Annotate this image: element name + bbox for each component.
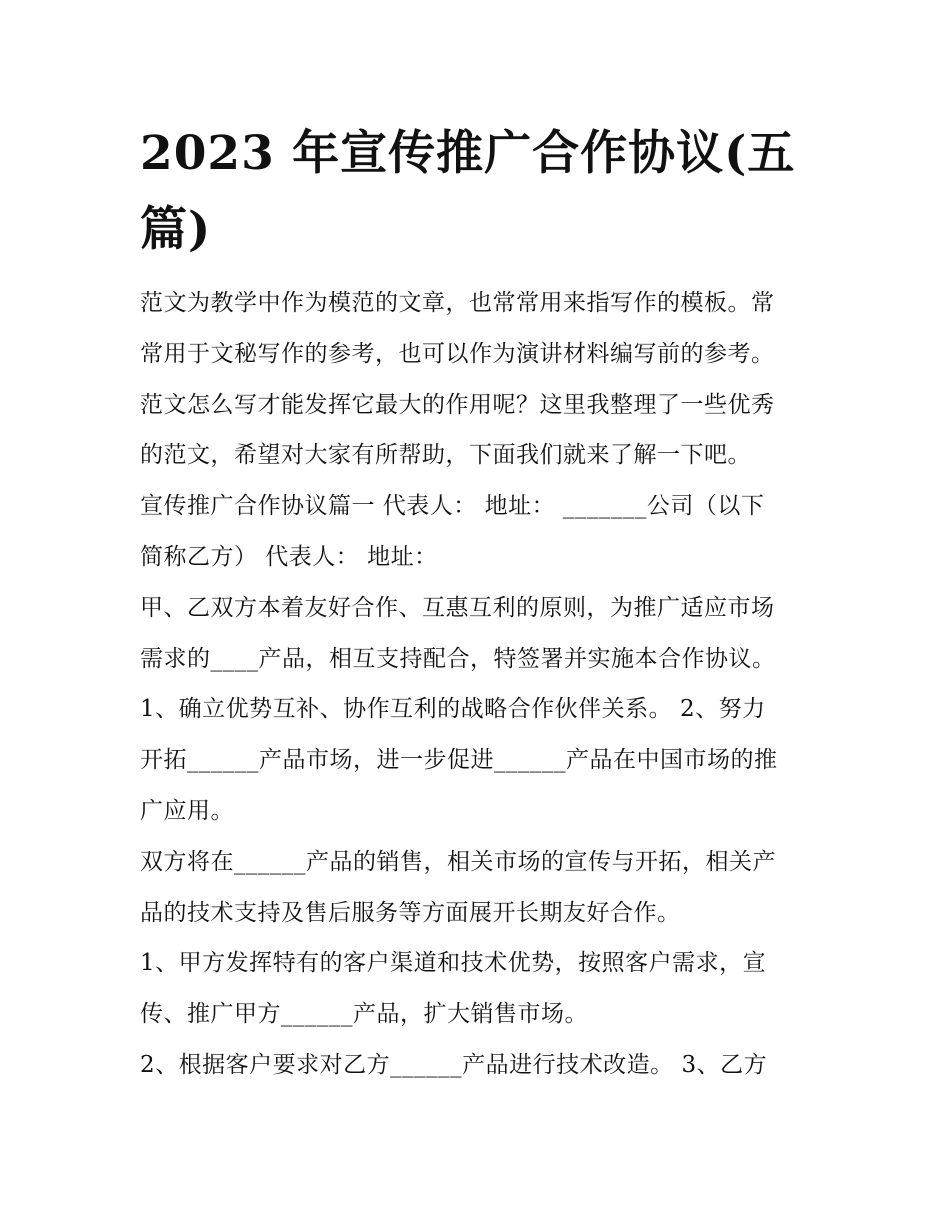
body-line: 常用于文秘写作的参考，也可以作为演讲材料编写前的参考。 [140, 340, 775, 367]
body-line: 传、推广甲方______产品，扩大销售市场。 [140, 1001, 588, 1028]
body-line: 开拓______产品市场，进一步促进______产品在中国市场的推 [140, 747, 778, 774]
body-line: 的范文，希望对大家有所帮助，下面我们就来了解一下吧。 [140, 442, 751, 469]
body-line: 范文为教学中作为模范的文章，也常常用来指写作的模板。常 [140, 290, 775, 316]
body-line: 范文怎么写才能发挥它最大的作用呢？这里我整理了一些优秀 [140, 391, 775, 418]
body-line: 双方将在______产品的销售，相关市场的宣传与开拓，相关产 [140, 848, 776, 875]
body-line: 广应用。 [140, 797, 234, 824]
body-line: 1、确立优势互补、协作互利的战略合作伙伴关系。 2、努力 [140, 696, 766, 723]
document-body [140, 278, 830, 1091]
body-line: 2、根据客户要求对乙方______产品进行技术改造。 3、乙方 [140, 1051, 768, 1078]
body-line: 1、甲方发挥特有的客户渠道和技术优势，按照客户需求，宣 [140, 950, 767, 977]
body-line: 品的技术支持及售后服务等方面展开长期友好合作。 [140, 899, 681, 926]
body-line: 简称乙方） 代表人： 地址： [140, 543, 438, 570]
body-line: 甲、乙双方本着友好合作、互惠互利的原则，为推广适应市场 [140, 594, 775, 621]
document-title: 2023 年宣传推广合作协议(五篇) [140, 126, 796, 257]
body-line: 需求的____产品，相互支持配合，特签署并实施本合作协议。 [140, 645, 776, 672]
body-line: 宣传推广合作协议篇一 代表人： 地址： _______公司（以下 [140, 493, 765, 520]
